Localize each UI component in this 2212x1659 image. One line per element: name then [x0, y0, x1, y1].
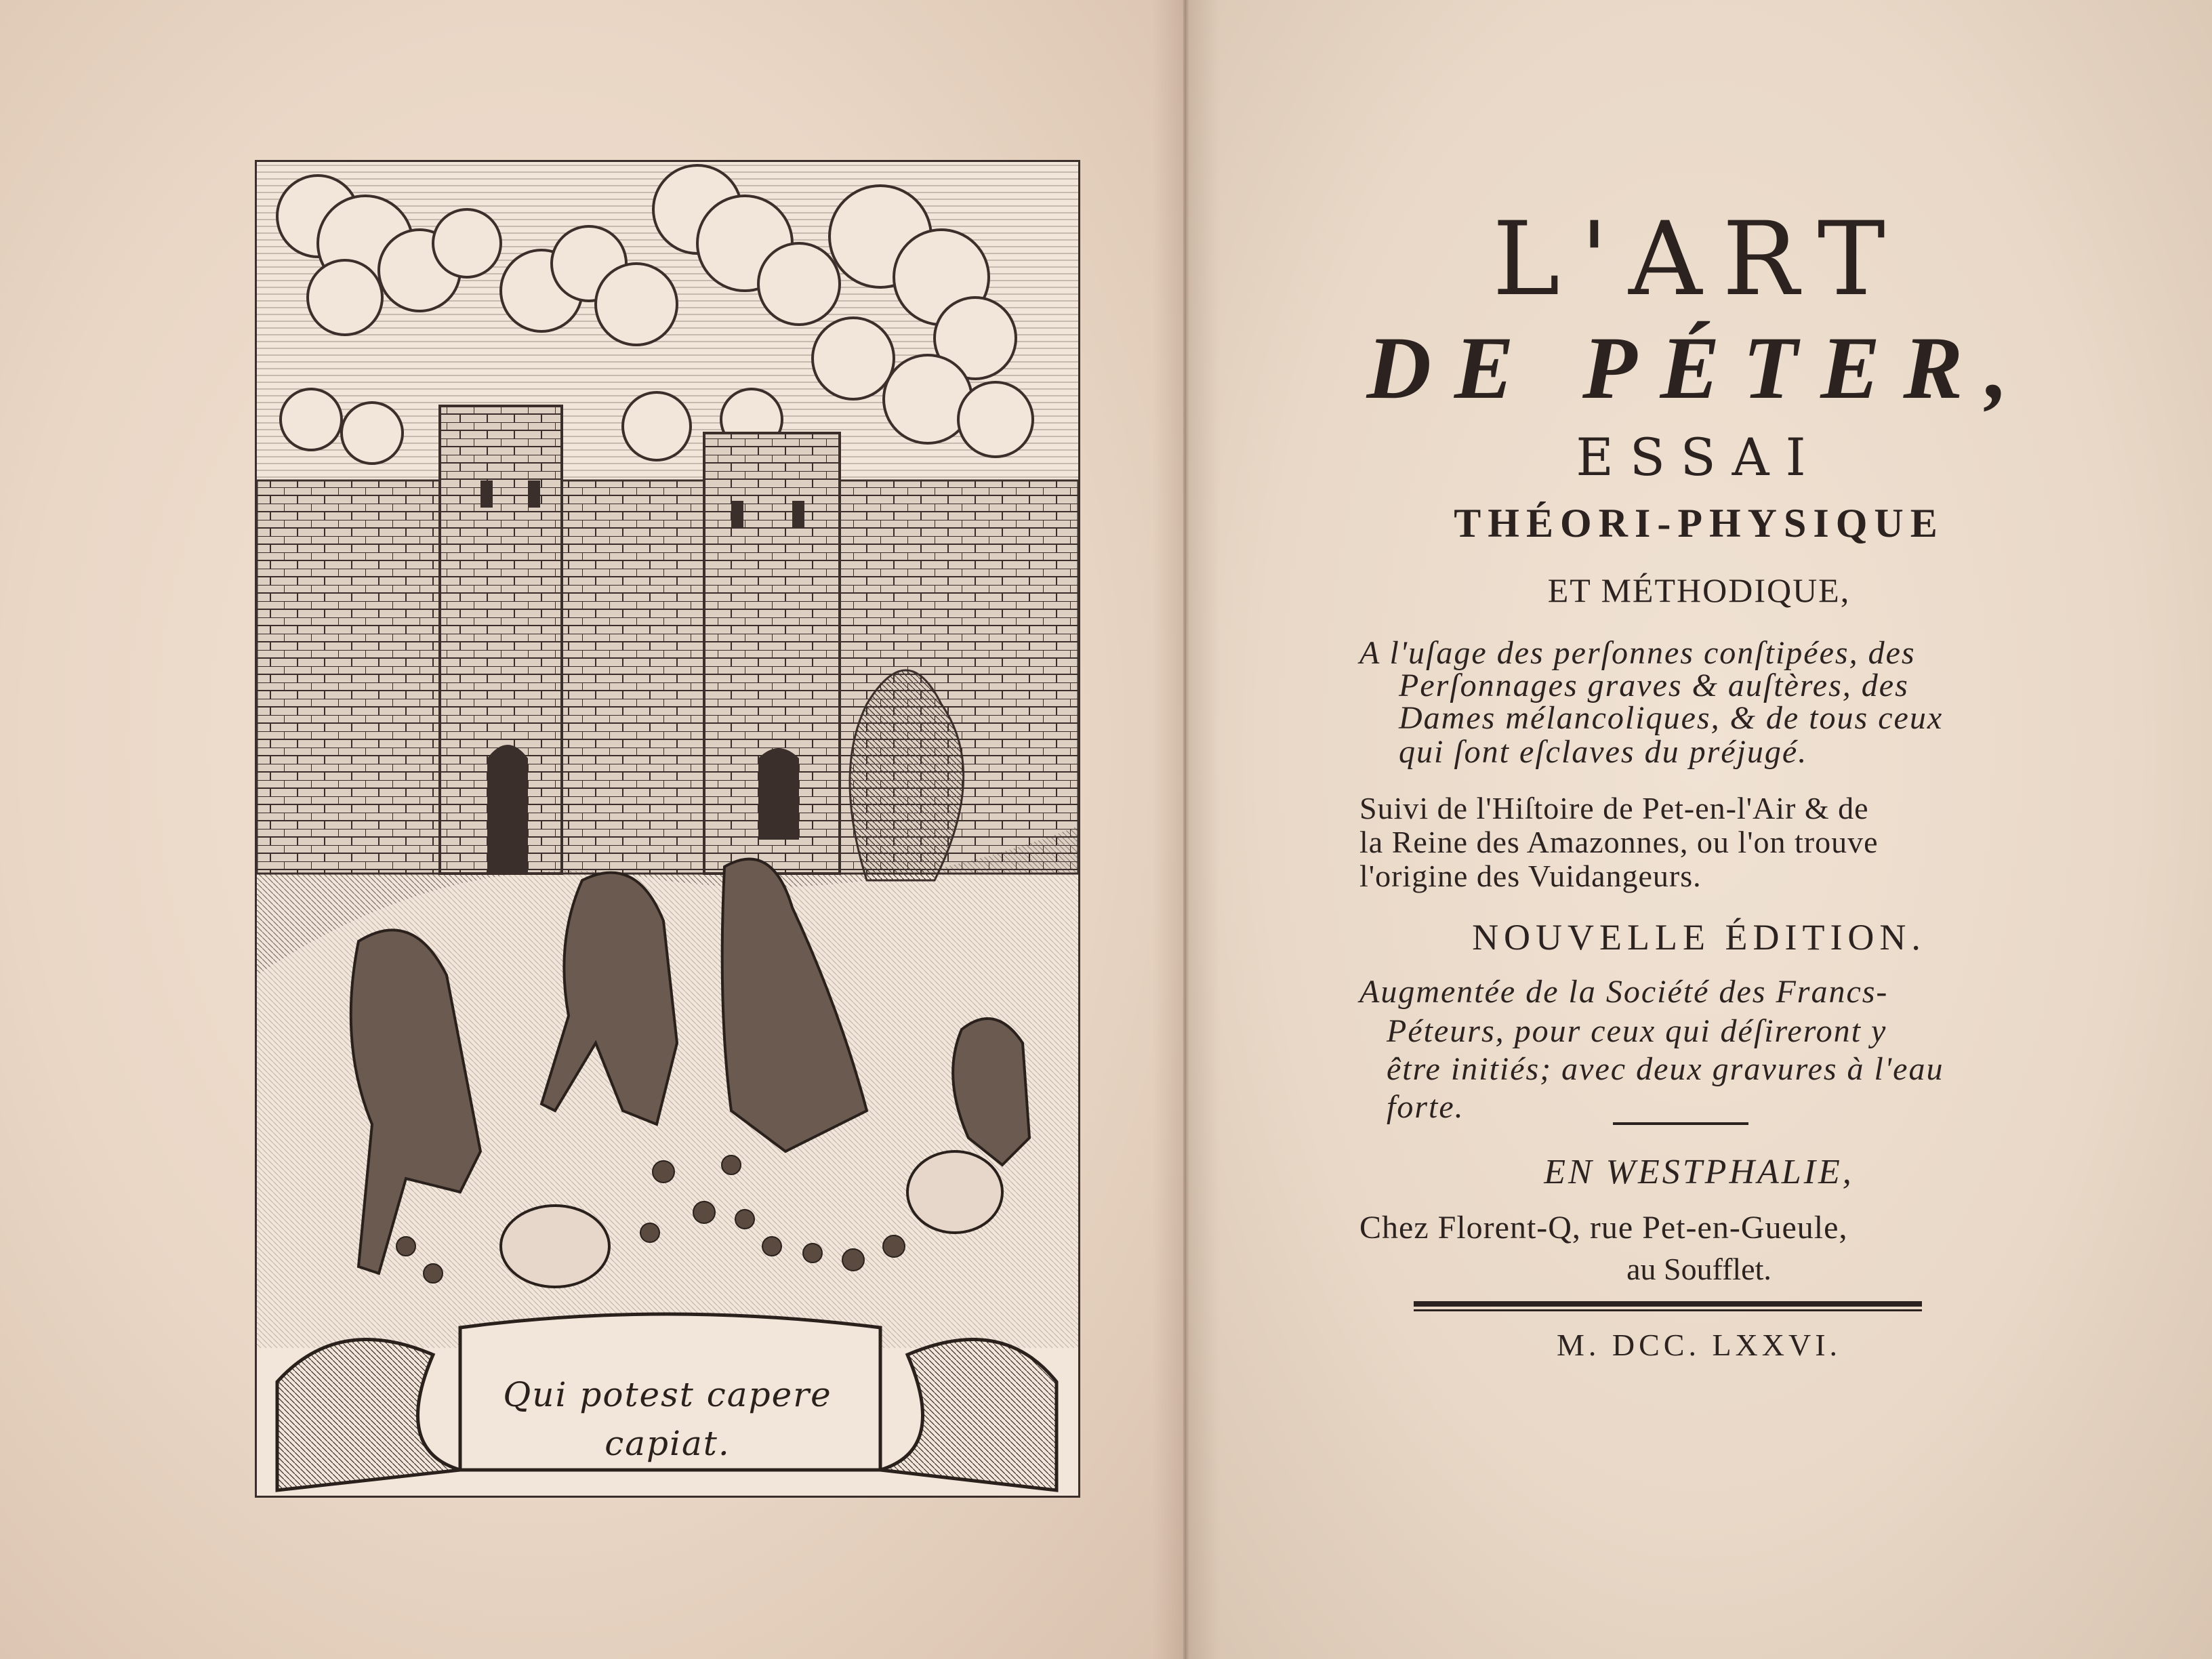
double-rule-thick — [1414, 1301, 1922, 1307]
edition-heading: NOUVELLE ÉDITION. — [1472, 917, 1926, 958]
frontispiece-caption-line-2: capiat. — [605, 1424, 731, 1463]
imprint-date: M. DCC. LXXVI. — [1556, 1328, 1842, 1362]
book-gutter — [1152, 0, 1220, 1659]
title-line-1: L'ART — [1492, 201, 1906, 319]
title-line-4: THÉORI-PHYSIQUE — [1454, 501, 1944, 546]
usage-line-4: qui ſont eſclaves du préjugé. — [1399, 734, 1808, 770]
ornament-rule — [1613, 1122, 1748, 1125]
title-line-3: ESSAI — [1576, 427, 1822, 487]
imprint-publisher-line-2: au Soufflet. — [1626, 1252, 1771, 1286]
usage-line-3: Dames mélancoliques, & de tous ceux — [1399, 700, 1944, 736]
augmentee-line-3: être initiés; avec deux gravures à l'eau — [1387, 1051, 1944, 1087]
suivi-line-2: la Reine des Amazonnes, ou l'on trouve — [1359, 825, 1879, 859]
suivi-line-3: l'origine des Vuidangeurs. — [1359, 859, 1702, 893]
frontispiece-caption-line-1: Qui potest capere — [503, 1375, 832, 1414]
imprint-place: EN WESTPHALIE, — [1544, 1153, 1854, 1191]
augmentee-line-4: forte. — [1387, 1089, 1465, 1125]
engraving-illustration — [257, 162, 1078, 1496]
augmentee-line-2: Péteurs, pour ceux qui déſireront y — [1387, 1013, 1887, 1049]
augmentee-line-1: Augmentée de la Société des Francs- — [1359, 974, 1889, 1010]
suivi-line-1: Suivi de l'Hiſtoire de Pet-en-l'Air & de — [1359, 791, 1869, 825]
imprint-publisher-line-1: Chez Florent-Q, rue Pet-en-Gueule, — [1359, 1210, 1848, 1246]
title-page — [1186, 0, 2212, 1659]
usage-line-2: Perſonnages graves & auſtères, des — [1399, 668, 1909, 703]
double-rule-thin — [1414, 1309, 1922, 1311]
frontispiece-engraving — [255, 160, 1080, 1498]
title-line-5: ET MÉTHODIQUE, — [1547, 571, 1851, 609]
title-line-2: DE PÉTER, — [1366, 318, 2032, 417]
usage-line-1: A l'uſage des perſonnes conſtipées, des — [1359, 635, 1916, 671]
